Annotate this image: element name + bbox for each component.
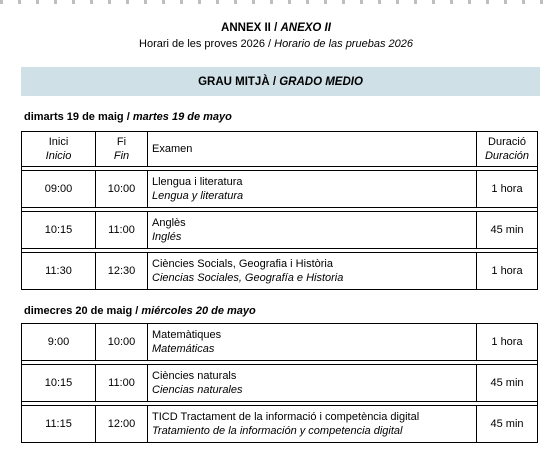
duration-cell: 1 hora xyxy=(477,253,538,290)
schedule-subtitle-ca: Horari de les proves 2026 xyxy=(139,38,265,50)
annex-title-es: ANEXO II xyxy=(280,22,331,34)
col-duration-header xyxy=(477,132,538,167)
col-end-es: Fin xyxy=(113,150,130,162)
exam-ca: Matemàtiques xyxy=(152,329,222,341)
end-cell: 11:00 xyxy=(96,365,148,402)
exam-ca: Llengua i literatura xyxy=(152,176,243,188)
exam-cell xyxy=(148,212,477,249)
col-end-ca: Fi xyxy=(116,136,127,148)
annex-title-ca: ANNEX II xyxy=(221,22,271,34)
exam-ca: TICD Tractament de la informació i competència digital xyxy=(152,411,420,423)
exam-cell xyxy=(148,406,477,443)
col-start-ca: Inici xyxy=(48,136,69,148)
exam-es: Inglés xyxy=(152,231,182,243)
table-row xyxy=(22,406,538,443)
start-cell: 9:00 xyxy=(22,324,96,361)
level-band-es: GRADO MEDIO xyxy=(279,75,363,88)
start-cell: 10:15 xyxy=(22,365,96,402)
exam-es: Ciencias naturales xyxy=(152,384,243,396)
day-heading-2-es: miércoles 20 de mayo xyxy=(141,305,256,317)
day-heading-2: dimecres 20 de maig / miércoles 20 de mayo xyxy=(24,305,256,317)
day-heading-1-ca: dimarts 19 de maig xyxy=(24,111,124,123)
duration-cell: 45 min xyxy=(477,365,538,402)
duration-cell: 45 min xyxy=(477,406,538,443)
table-row xyxy=(22,212,538,249)
table-row xyxy=(22,324,538,361)
day-heading-2-ca: dimecres 20 de maig xyxy=(24,305,133,317)
level-band: GRAU MITJÀ / GRADO MEDIO xyxy=(21,67,540,96)
exam-es: Tratamiento de la información y competencia digital xyxy=(152,425,403,437)
table-row xyxy=(22,253,538,290)
schedule-table-day-2 xyxy=(21,323,538,443)
start-cell: 10:15 xyxy=(22,212,96,249)
exam-ca: Ciències Socials, Geografia i Història xyxy=(152,258,333,270)
end-cell: 10:00 xyxy=(96,171,148,208)
end-cell: 11:00 xyxy=(96,212,148,249)
end-cell: 12:00 xyxy=(96,406,148,443)
table-row xyxy=(22,365,538,402)
annex-title: ANNEX II / ANEXO II xyxy=(221,22,331,34)
exam-cell xyxy=(148,253,477,290)
col-duration-es: Duración xyxy=(484,150,530,162)
exam-cell xyxy=(148,324,477,361)
day-heading-1-es: martes 19 de mayo xyxy=(132,111,232,123)
level-band-ca: GRAU MITJÀ xyxy=(198,75,270,88)
exam-es: Lengua y literatura xyxy=(152,190,244,202)
table-row xyxy=(22,171,538,208)
exam-cell xyxy=(148,365,477,402)
col-exam-label: Examen xyxy=(152,143,193,155)
day-heading-1: dimarts 19 de maig / martes 19 de mayo xyxy=(24,111,232,123)
duration-cell: 1 hora xyxy=(477,324,538,361)
schedule-subtitle-es: Horario de las pruebas 2026 xyxy=(274,38,413,50)
start-cell: 09:00 xyxy=(22,171,96,208)
table-header-row xyxy=(22,132,538,167)
exam-es: Matemáticas xyxy=(152,343,215,355)
schedule-table-day-1 xyxy=(21,131,538,290)
exam-ca: Anglès xyxy=(152,217,186,229)
schedule-subtitle: Horari de les proves 2026 / Horario de las pruebas 2026 xyxy=(139,38,413,50)
end-cell: 12:30 xyxy=(96,253,148,290)
col-start-es: Inicio xyxy=(45,150,72,162)
col-duration-ca: Duració xyxy=(488,136,526,148)
col-exam-header xyxy=(148,132,477,167)
exam-es: Ciencias Sociales, Geografía e Historia xyxy=(152,272,344,284)
start-cell: 11:15 xyxy=(22,406,96,443)
col-start-header xyxy=(22,132,96,167)
start-cell: 11:30 xyxy=(22,253,96,290)
duration-cell: 1 hora xyxy=(477,171,538,208)
duration-cell: 45 min xyxy=(477,212,538,249)
end-cell: 10:00 xyxy=(96,324,148,361)
exam-ca: Ciències naturals xyxy=(152,370,237,382)
col-end-header xyxy=(96,132,148,167)
exam-cell xyxy=(148,171,477,208)
cut-off-previous-text xyxy=(0,0,552,4)
